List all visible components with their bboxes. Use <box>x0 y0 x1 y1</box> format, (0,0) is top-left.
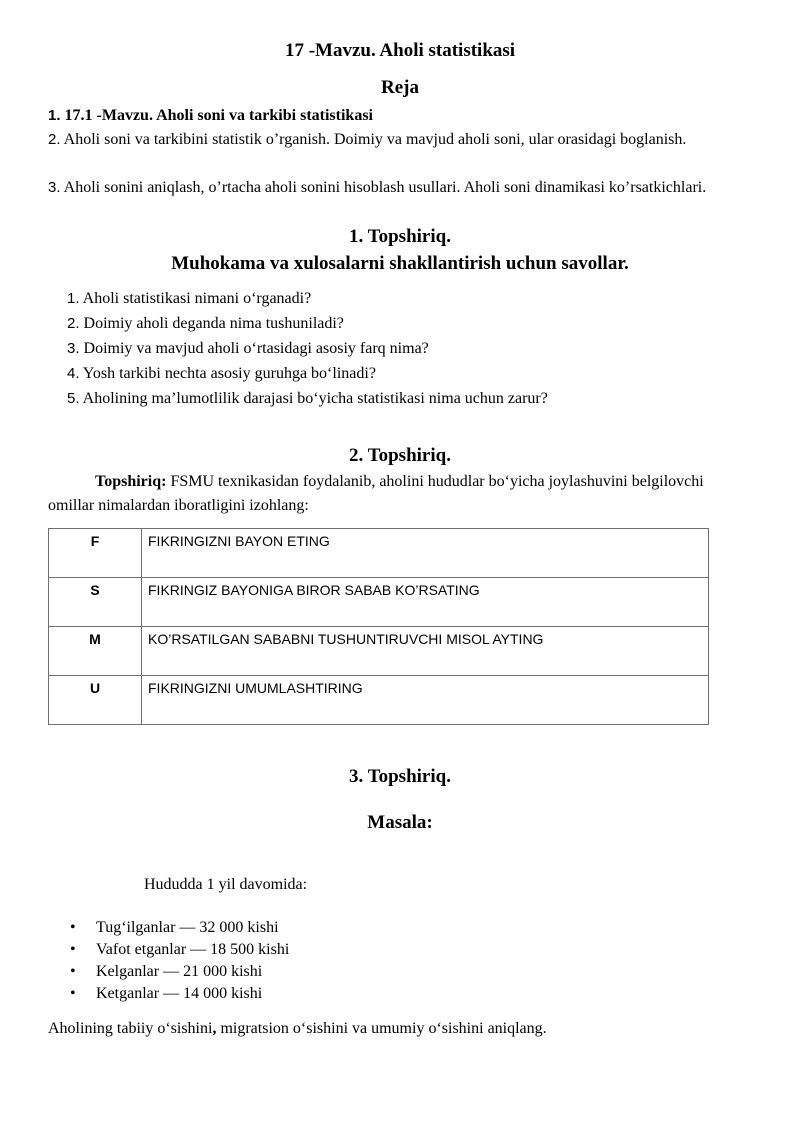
question-item <box>67 290 311 308</box>
fsmu-letter: M <box>49 627 142 676</box>
question-number: 1. <box>67 290 80 307</box>
plan-item-text: Aholi sonini aniqlash, o’rtacha aholi sonini hisoblash usullari. Aholi soni dinamikasi ko’rsatkichlari. <box>63 179 707 196</box>
task3-subheading: Masala: <box>367 812 433 833</box>
problem-question-part1: Aholining tabiiy o‘sishini <box>48 1020 213 1037</box>
task1-heading: 1. Topshiriq. <box>349 226 451 247</box>
task1-subheading: Muhokama va xulosalarni shakllantirish uchun savollar. <box>171 253 629 274</box>
question-item <box>67 340 429 358</box>
list-item <box>70 939 289 961</box>
question-text: Aholi statistikasi nimani o‘rganadi? <box>82 290 312 307</box>
fsmu-table <box>48 528 709 725</box>
task2-label: Topshiriq: <box>95 473 167 490</box>
task2-text: FSMU texnikasidan foydalanib, aholini hududlar bo‘yicha joylashuvini belgilovchi omillar nimalardan iboratligini izohlang: <box>48 473 704 514</box>
list-item-text: Kelganlar — 21 000 kishi <box>96 963 263 980</box>
question-text: Doimiy aholi deganda nima tushuniladi? <box>83 315 344 332</box>
document-title: 17 -Mavzu. Aholi statistikasi <box>284 40 516 61</box>
table-row <box>49 578 709 627</box>
plan-heading: Reja <box>381 77 419 98</box>
problem-question-part2: migratsion o‘sishini va umumiy o‘sishini aniqlang. <box>216 1020 547 1037</box>
question-item <box>67 315 344 333</box>
question-item <box>67 365 376 383</box>
plan-item-number: 1. <box>48 107 61 124</box>
plan-item-number: 2. <box>48 131 61 148</box>
question-text: Yosh tarkibi nechta asosiy guruhga bo‘linadi? <box>82 365 376 382</box>
question-number: 2. <box>67 315 80 332</box>
fsmu-letter: F <box>49 529 142 578</box>
table-row <box>49 627 709 676</box>
plan-item-2 <box>48 128 748 152</box>
fsmu-prompt[interactable]: FIKRINGIZNI UMUMLASHTIRING <box>142 676 709 725</box>
list-item-text: Vafot etganlar — 18 500 kishi <box>96 941 290 958</box>
fsmu-letter: S <box>49 578 142 627</box>
task2-instruction <box>48 470 738 518</box>
list-item <box>70 917 289 939</box>
problem-question <box>48 1020 547 1038</box>
fsmu-prompt[interactable]: KO’RSATILGAN SABABNI TUSHUNTIRUVCHI MISOL AYTING <box>142 627 709 676</box>
plan-item-1 <box>48 104 748 128</box>
fsmu-prompt[interactable]: FIKRINGIZ BAYONIGA BIROR SABAB KO’RSATING <box>142 578 709 627</box>
problem-intro: Hududda 1 yil davomida: <box>144 876 308 893</box>
plan-item-number: 3. <box>48 179 61 196</box>
problem-data-list <box>70 917 289 1005</box>
list-item <box>70 961 289 983</box>
list-item-text: Tug‘ilganlar — 32 000 kishi <box>96 919 279 936</box>
question-text: Aholining ma’lumotlilik darajasi bo‘yicha statistikasi nima uchun zarur? <box>82 390 548 407</box>
question-number: 3. <box>67 340 80 357</box>
plan-item-text: 17.1 -Mavzu. Aholi soni va tarkibi statistikasi <box>64 107 373 124</box>
fsmu-letter: U <box>49 676 142 725</box>
bullet-icon: • <box>70 919 76 936</box>
problem-question-comma: , <box>212 1020 217 1037</box>
table-row <box>49 676 709 725</box>
question-text: Doimiy va mavjud aholi o‘rtasidagi asosiy farq nima? <box>83 340 429 357</box>
bullet-icon: • <box>70 963 76 980</box>
question-item <box>67 390 548 408</box>
plan-item-text: Aholi soni va tarkibini statistik o’rganish. Doimiy va mavjud aholi soni, ular orasidagi boglanish. <box>63 131 687 148</box>
bullet-icon: • <box>70 941 76 958</box>
task2-heading: 2. Topshiriq. <box>349 445 451 466</box>
bullet-icon: • <box>70 985 76 1002</box>
question-number: 4. <box>67 365 80 382</box>
fsmu-prompt[interactable]: FIKRINGIZNI BAYON ETING <box>142 529 709 578</box>
task3-heading: 3. Topshiriq. <box>349 766 451 787</box>
table-row <box>49 529 709 578</box>
question-number: 5. <box>67 390 80 407</box>
list-item-text: Ketganlar — 14 000 kishi <box>96 985 263 1002</box>
plan-item-3 <box>48 176 748 200</box>
list-item <box>70 983 289 1005</box>
